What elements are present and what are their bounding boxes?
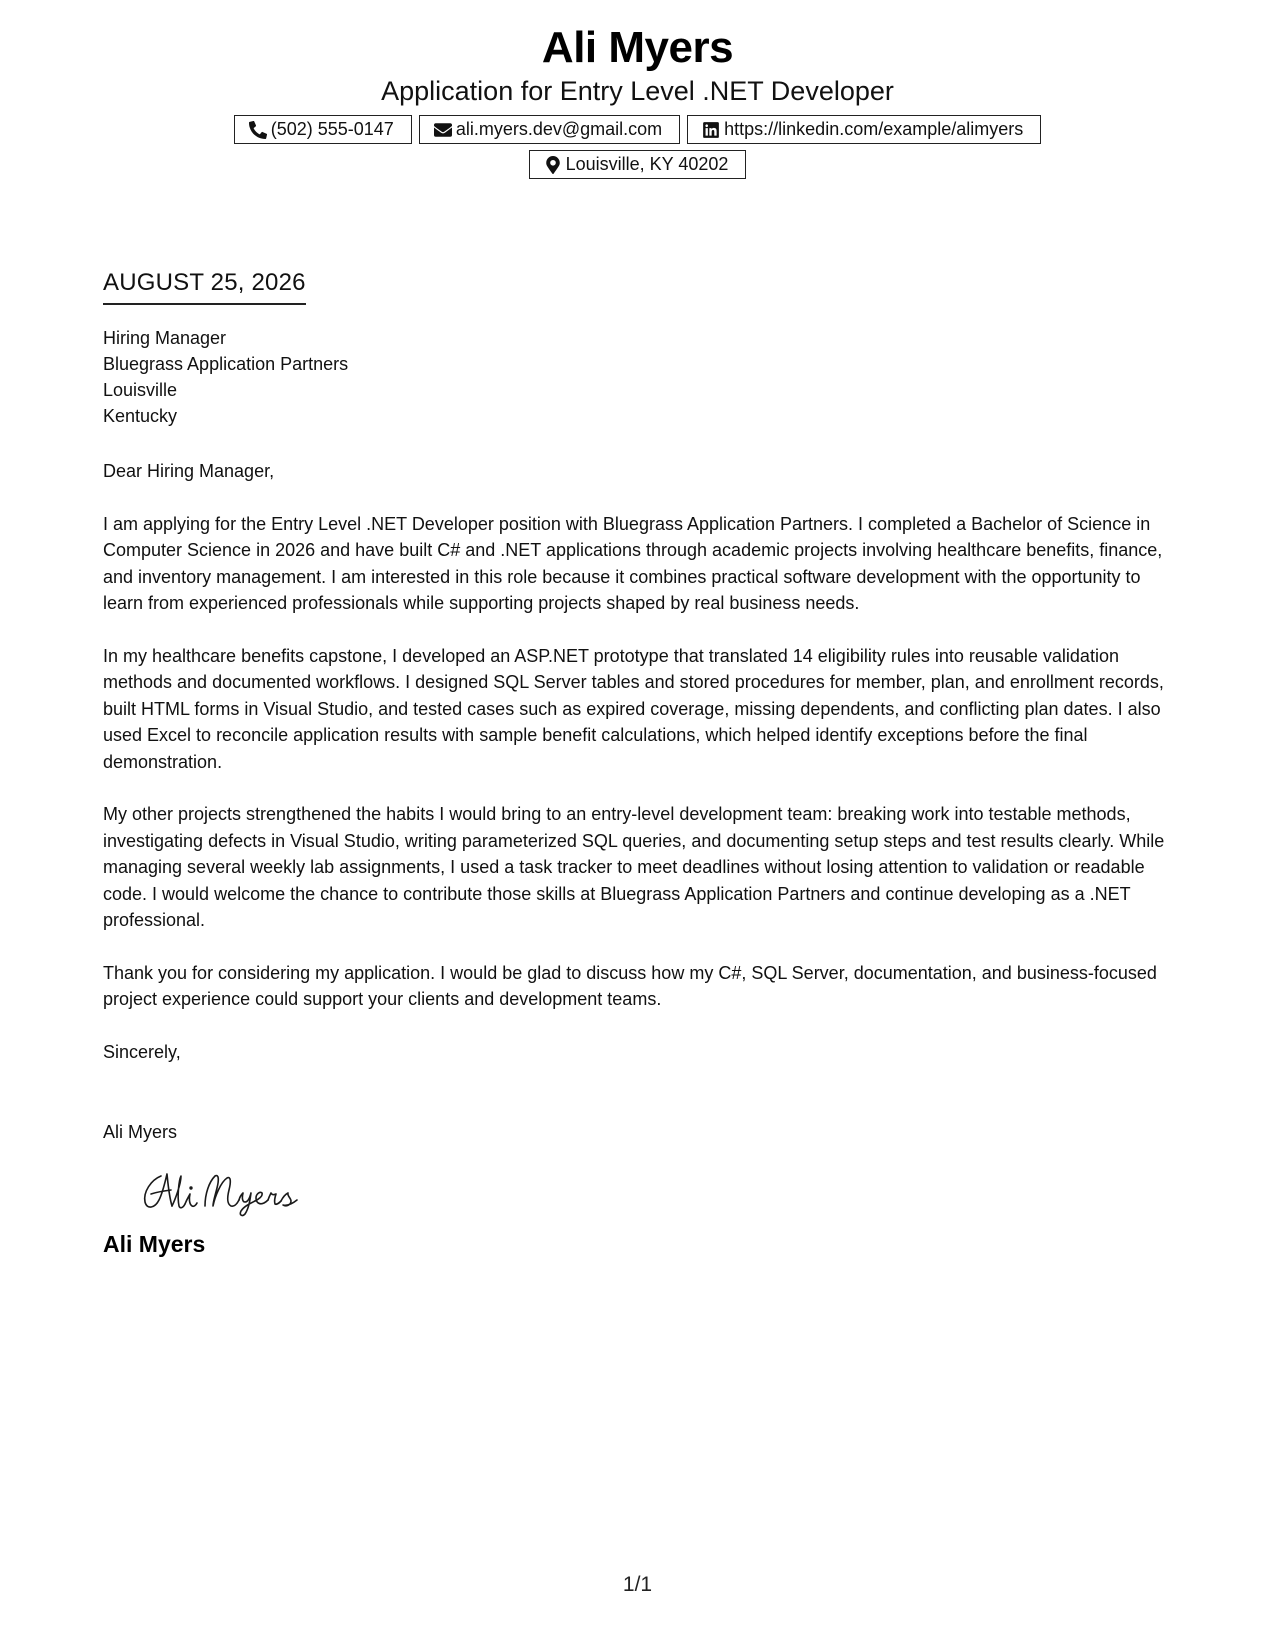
- body-paragraph: My other projects strengthened the habits I would bring to an entry-level development team: breaking work into testable methods, investigating defects in Visual Studio, writing parameterized SQL queries, and documenting setup steps and test results clearly. While managing several weekly lab assignments, I used a task tracker to meet deadlines without losing attention to validation or readable code. I would welcome the chance to contribute those skills at Bluegrass Application Partners and continue developing as a .NET professional.: [103, 804, 1165, 930]
- body-paragraph: Thank you for considering my application. I would be glad to discuss how my C#, SQL Server, documentation, and business-focused project experience could support your clients and development teams.: [103, 962, 1157, 1009]
- application-title: Application for Entry Level .NET Developer: [381, 76, 894, 106]
- letter-header: [0, 22, 1275, 179]
- letter-body: [103, 268, 1178, 1258]
- contact-bar: [208, 115, 1068, 179]
- linkedin-text: https://linkedin.com/example/alimyers: [724, 119, 1024, 139]
- signer-name: Ali Myers: [103, 1122, 178, 1142]
- recipient-block: [103, 325, 1178, 429]
- recipient-city: Louisville: [103, 380, 178, 400]
- recipient-title: Hiring Manager: [103, 328, 227, 348]
- envelope-icon: [434, 121, 452, 139]
- signer-name-bold: Ali Myers: [103, 1230, 206, 1257]
- salutation: Dear Hiring Manager,: [103, 461, 275, 481]
- recipient-state: Kentucky: [103, 406, 178, 426]
- map-marker-icon: [544, 156, 562, 174]
- phone-text: (502) 555-0147: [270, 119, 394, 139]
- body-paragraph: I am applying for the Entry Level .NET Developer position with Bluegrass Application Partners. I completed a Bachelor of Science in Computer Science in 2026 and have built C# and .NET applications through academic projects involving healthcare benefits, finance, and inventory management. I am interested in this role because it combines practical software development with the opportunity to learn from experienced professionals while supporting projects shaped by real business needs.: [103, 513, 1163, 613]
- applicant-name: Ali Myers: [541, 23, 734, 72]
- email-chip[interactable]: [419, 115, 680, 144]
- phone-icon: [249, 121, 267, 139]
- letter-date: AUGUST 25, 2026: [103, 268, 306, 305]
- handwritten-signature: [139, 1166, 1178, 1220]
- linkedin-chip[interactable]: [687, 115, 1041, 144]
- signature-image: [139, 1166, 319, 1218]
- email-text: ali.myers.dev@gmail.com: [455, 119, 663, 139]
- closing: Sincerely,: [103, 1041, 181, 1062]
- body-paragraph: In my healthcare benefits capstone, I developed an ASP.NET prototype that translated 14 eligibility rules into reusable validation methods and documented workflows. I designed SQL Server tables and stored procedures for member, plan, and enrollment records, built HTML forms in Visual Studio, and tested cases such as expired coverage, missing dependents, and conflicting plan dates. I also used Excel to reconcile application results with sample benefit calculations, which helped identify exceptions before the final demonstration.: [103, 645, 1164, 772]
- location-chip: [529, 150, 747, 179]
- page-indicator: 1/1: [622, 1573, 653, 1596]
- phone-chip: [234, 115, 412, 144]
- location-text: Louisville, KY 40202: [565, 154, 729, 174]
- linkedin-icon: [702, 121, 720, 139]
- recipient-company: Bluegrass Application Partners: [103, 354, 349, 374]
